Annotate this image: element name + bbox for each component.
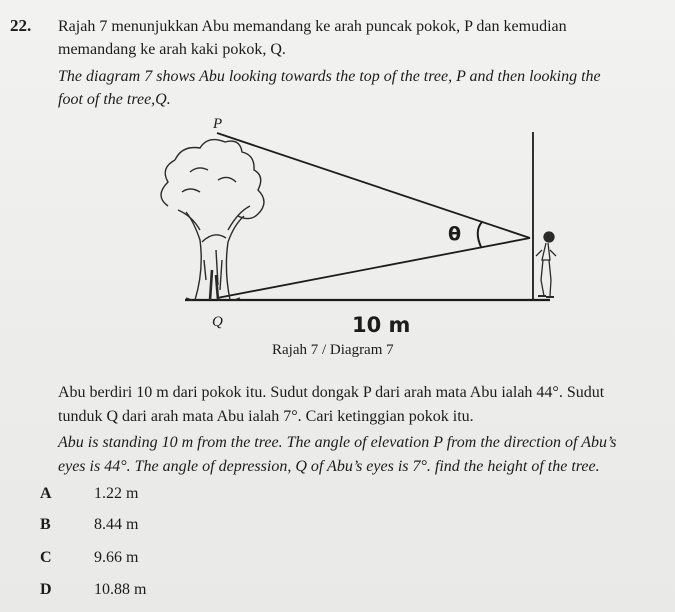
body-english-line-2: eyes is 44°. The angle of depression, Q of Abu’s eyes is 7°. find the height of the tree. [58,458,600,475]
option-letter: D [40,581,52,598]
question-malay-line-1: Rajah 7 menunjukkan Abu memandang ke arah puncak pokok, P dan kemudian [58,18,567,35]
question-malay-line-2: memandang ke arah kaki pokok, Q. [58,41,286,58]
option-text: 9.66 m [94,549,139,566]
option-letter: B [40,516,51,533]
angle-arc [478,222,482,247]
abu-figure [536,232,556,297]
label-q: Q [212,314,223,330]
diagram-caption: Rajah 7 / Diagram 7 [272,342,394,358]
option-letter: A [40,485,52,502]
option-d[interactable] [40,581,146,599]
label-p: P [213,116,223,132]
sight-line-to-top [217,133,530,238]
option-text: 10.88 m [94,581,147,598]
question-english-line-1: The diagram 7 shows Abu looking towards the top of the tree, P and then looking the [58,68,601,85]
label-theta: θ [448,223,462,245]
tree-elevation-diagram [130,110,610,340]
option-a[interactable] [40,485,138,503]
label-distance: 10 m [352,313,411,337]
option-text: 8.44 m [94,516,139,533]
body-malay-line-2: tunduk Q dari arah mata Abu ialah 7°. Cari ketinggian pokok itu. [58,408,474,425]
question-english-line-2: foot of the tree,Q. [58,91,171,108]
body-english-line-1: Abu is standing 10 m from the tree. The angle of elevation P from the direction of Abu’s [58,434,617,451]
option-c[interactable] [40,549,138,567]
option-b[interactable] [40,516,138,534]
sight-line-to-foot [217,238,530,298]
option-letter: C [40,549,52,566]
option-text: 1.22 m [94,485,139,502]
question-number: 22. [10,16,32,35]
body-malay-line-1: Abu berdiri 10 m dari pokok itu. Sudut dongak P dari arah mata Abu ialah 44°. Sudut [58,384,605,401]
tree-drawing [161,140,264,300]
